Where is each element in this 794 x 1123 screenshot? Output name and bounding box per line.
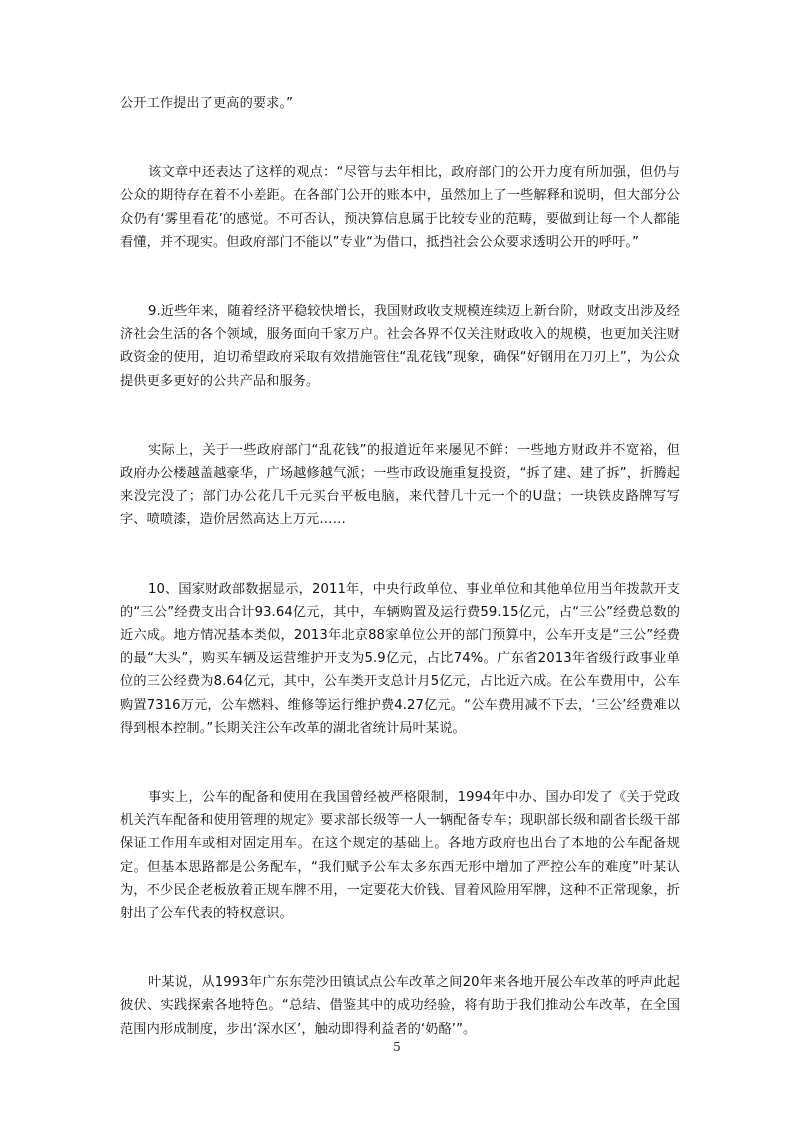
paragraph-reform-history: 叶某说，从1993年广东东莞沙田镇试点公车改革之间20年来各地开展公车改革的呼声此起彼伏、实践探索各地特色。“总结、借鉴其中的成功经验，将有助于我们推动公车改革，在全国范围内形成制度，步出‘深水区’，触动即得利益者的‘奶酪’”。	[120, 975, 680, 1037]
paragraph-gap	[120, 740, 680, 786]
paragraph-continuation: 公开工作提出了更高的要求。”	[120, 96, 294, 111]
paragraph-vehicle-regulation: 事实上，公车的配备和使用在我国曾经被严格限制，1994年中办、国办印发了《关于党政机关汽车配备和使用管理的规定》要求部长级等一人一辆配备专车；现职部长级和副省长级干部保证工作用车或相对固定用车。在这个规定的基础上。各地方政府也出台了本地的公车配备规定。但基本思路都是公务配车，“我们赋予公车太多东西无形中增加了严控公车的难度”叶某认为，不少民企老板放着正规车牌不用，一定要花大价钱、冒着风险用军牌，这种不正常现象，折射出了公车代表的特权意识。	[120, 790, 680, 922]
paragraph-gap	[120, 115, 680, 161]
page-number: 5	[393, 1040, 401, 1054]
paragraph-gap	[120, 393, 680, 439]
paragraph-gap	[120, 925, 680, 971]
paragraph-item-10: 10、国家财政部数据显示，2011年，中央行政单位、事业单位和其他单位用当年拨款开支的“三公”经费支出合计93.64亿元，其中，车辆购置及运行费59.15亿元，占“三公”经费总数的近六成。地方情况基本类似，2013年北京88家单位公开的部门预算中，公车开支是“三公”经费的最“大头”，购买车辆及运营维护开支为5.9亿元，占比74%。广东省2013年省级行政事业单位的三公经费为8.64亿元，其中，公车类开支总计月5亿元，占比近六成。在公车费用中，公车购置7316万元，公车燃料、维修等运行维护费4.27亿元。“公车费用减不下去，‘三公’经费难以得到根本控制。”长期关注公车改革的湖北省统计局叶某说。	[120, 581, 680, 736]
paragraph-gap	[120, 532, 680, 578]
paragraph-article-viewpoint: 该文章中还表达了这样的观点：“尽管与去年相比，政府部门的公开力度有所加强，但仍与公众的期待存在着不小差距。在各部门公开的账本中，虽然加上了一些解释和说明，但大部分公众仍有‘雾里看花’的感觉。不可否认，预决算信息属于比较专业的范畴，要做到让每一个人都能看懂，并不现实。但政府部门不能以”专业“为借口，抵挡社会公众要求透明公开的呼吁。”	[120, 165, 680, 250]
document-page	[120, 92, 680, 1041]
paragraph-gap	[120, 254, 680, 300]
paragraph-item-9: 9.近些年来，随着经济平稳较快增长，我国财政收支规模连续迈上新台阶，财政支出涉及经济社会生活的各个领域，服务面向千家万户。社会各界不仅关注财政收入的规模，也更加关注财政资金的使用，迫切希望政府采取有效措施管住“乱花钱”现象，确保“好钢用在刀刃上”，为公众提供更多更好的公共产品和服务。	[120, 304, 680, 389]
paragraph-wasteful-spending: 实际上，关于一些政府部门“乱花钱”的报道近年来屡见不鲜：一些地方财政并不宽裕，但政府办公楼越盖越豪华，广场越修越气派；一些市政设施重复投资，“拆了建、建了拆”，折腾起来没完没了；部门办公花几千元买台平板电脑，来代替几十元一个的U盘；一块铁皮路牌写写字、喷喷漆，造价居然高达上万元……	[120, 442, 680, 528]
